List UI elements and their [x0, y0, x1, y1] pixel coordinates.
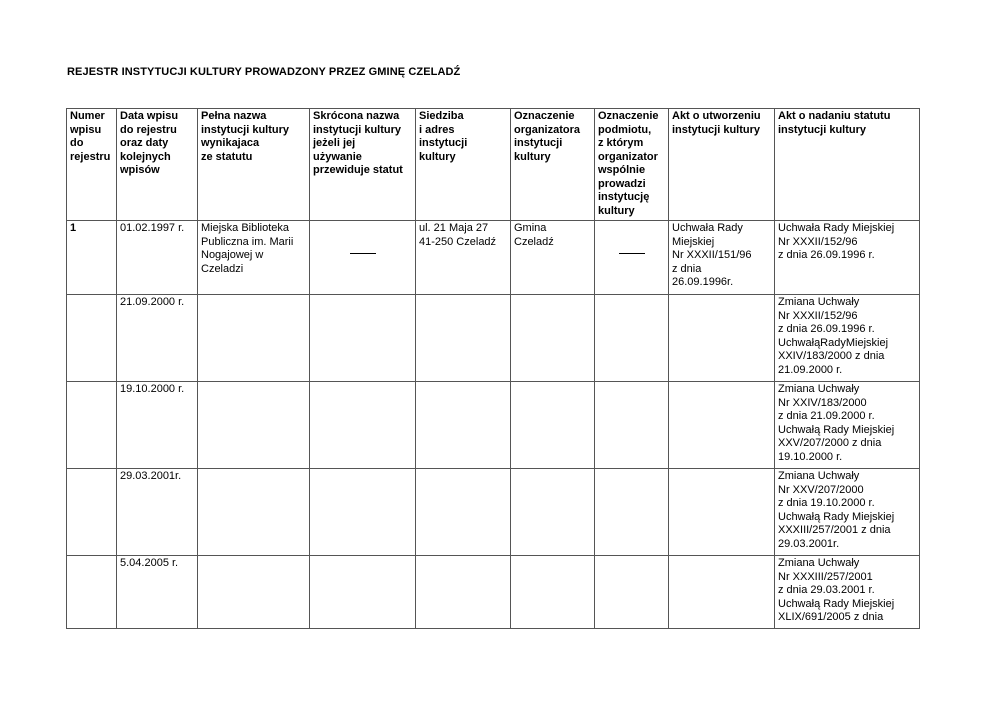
- header-seat-address: Siedziba i adres instytucji kultury: [416, 109, 511, 221]
- header-entry-number: Numer wpisu do rejestru: [67, 109, 117, 221]
- organizer-cell: [511, 469, 595, 556]
- dash-mark: [350, 253, 376, 254]
- short-name-cell: [310, 221, 416, 295]
- full-name-cell: [198, 382, 310, 469]
- creation-act-cell: [669, 556, 775, 629]
- creation-act-cell: Uchwała Rady Miejskiej Nr XXXII/151/96 z dnia 26.09.1996r.: [669, 221, 775, 295]
- statute-act-cell: Zmiana Uchwały Nr XXXIII/257/2001 z dnia 29.03.2001 r. Uchwałą Rady Miejskiej XLIX/691/2005 z dnia: [775, 556, 920, 629]
- entry-number: [67, 295, 117, 382]
- entry-number: [67, 556, 117, 629]
- register-table: [66, 108, 920, 629]
- header-row: [67, 109, 920, 221]
- seat-address-cell: [416, 295, 511, 382]
- organizer-cell: [511, 382, 595, 469]
- short-name-cell: [310, 469, 416, 556]
- organizer-cell: [511, 556, 595, 629]
- entry-number: [67, 382, 117, 469]
- header-entry-date: Data wpisu do rejestru oraz daty kolejnych wpisów: [117, 109, 198, 221]
- dash-mark: [619, 253, 645, 254]
- co-organizer-cell: [595, 469, 669, 556]
- seat-address-cell: [416, 382, 511, 469]
- entry-number: [67, 469, 117, 556]
- table-row: [67, 295, 920, 382]
- full-name-cell: [198, 295, 310, 382]
- entry-number: 1: [67, 221, 117, 295]
- short-name-cell: [310, 382, 416, 469]
- creation-act-cell: [669, 382, 775, 469]
- header-creation-act: Akt o utworzeniu instytucji kultury: [669, 109, 775, 221]
- statute-act-cell: Zmiana Uchwały Nr XXXII/152/96 z dnia 26.09.1996 r. UchwałąRadyMiejskiej XXIV/183/2000 z dnia 21.09.2000 r.: [775, 295, 920, 382]
- header-co-organizer: Oznaczenie podmiotu, z którym organizator wspólnie prowadzi instytucję kultury: [595, 109, 669, 221]
- co-organizer-cell: [595, 556, 669, 629]
- organizer-cell: [511, 295, 595, 382]
- entry-date: 5.04.2005 r.: [117, 556, 198, 629]
- full-name-cell: Miejska Biblioteka Publiczna im. Marii Nogajowej w Czeladzi: [198, 221, 310, 295]
- statute-act-cell: Zmiana Uchwały Nr XXV/207/2000 z dnia 19.10.2000 r. Uchwałą Rady Miejskiej XXXIII/257/2001 z dnia 29.03.2001r.: [775, 469, 920, 556]
- table-row: [67, 469, 920, 556]
- short-name-cell: [310, 295, 416, 382]
- entry-date: 21.09.2000 r.: [117, 295, 198, 382]
- header-full-name: Pełna nazwa instytucji kultury wynikajaca ze statutu: [198, 109, 310, 221]
- seat-address-cell: ul. 21 Maja 27 41-250 Czeladź: [416, 221, 511, 295]
- statute-act-cell: Uchwała Rady Miejskiej Nr XXXII/152/96 z dnia 26.09.1996 r.: [775, 221, 920, 295]
- seat-address-cell: [416, 556, 511, 629]
- entry-date: 19.10.2000 r.: [117, 382, 198, 469]
- header-organizer: Oznaczenie organizatora instytucji kultury: [511, 109, 595, 221]
- co-organizer-cell: [595, 382, 669, 469]
- creation-act-cell: [669, 295, 775, 382]
- full-name-cell: [198, 469, 310, 556]
- co-organizer-cell: [595, 221, 669, 295]
- header-short-name: Skrócona nazwa instytucji kultury jeżeli jej używanie przewiduje statut: [310, 109, 416, 221]
- short-name-cell: [310, 556, 416, 629]
- organizer-cell: Gmina Czeladź: [511, 221, 595, 295]
- table-row: [67, 221, 920, 295]
- co-organizer-cell: [595, 295, 669, 382]
- full-name-cell: [198, 556, 310, 629]
- header-statute-act: Akt o nadaniu statutu instytucji kultury: [775, 109, 920, 221]
- seat-address-cell: [416, 469, 511, 556]
- entry-date: 29.03.2001r.: [117, 469, 198, 556]
- table-row: [67, 556, 920, 629]
- entry-date: 01.02.1997 r.: [117, 221, 198, 295]
- creation-act-cell: [669, 469, 775, 556]
- table-row: [67, 382, 920, 469]
- document-title: REJESTR INSTYTUCJI KULTURY PROWADZONY PRZEZ GMINĘ CZELADŹ: [67, 66, 461, 78]
- statute-act-cell: Zmiana Uchwały Nr XXIV/183/2000 z dnia 21.09.2000 r. Uchwałą Rady Miejskiej XXV/207/2000 z dnia 19.10.2000 r.: [775, 382, 920, 469]
